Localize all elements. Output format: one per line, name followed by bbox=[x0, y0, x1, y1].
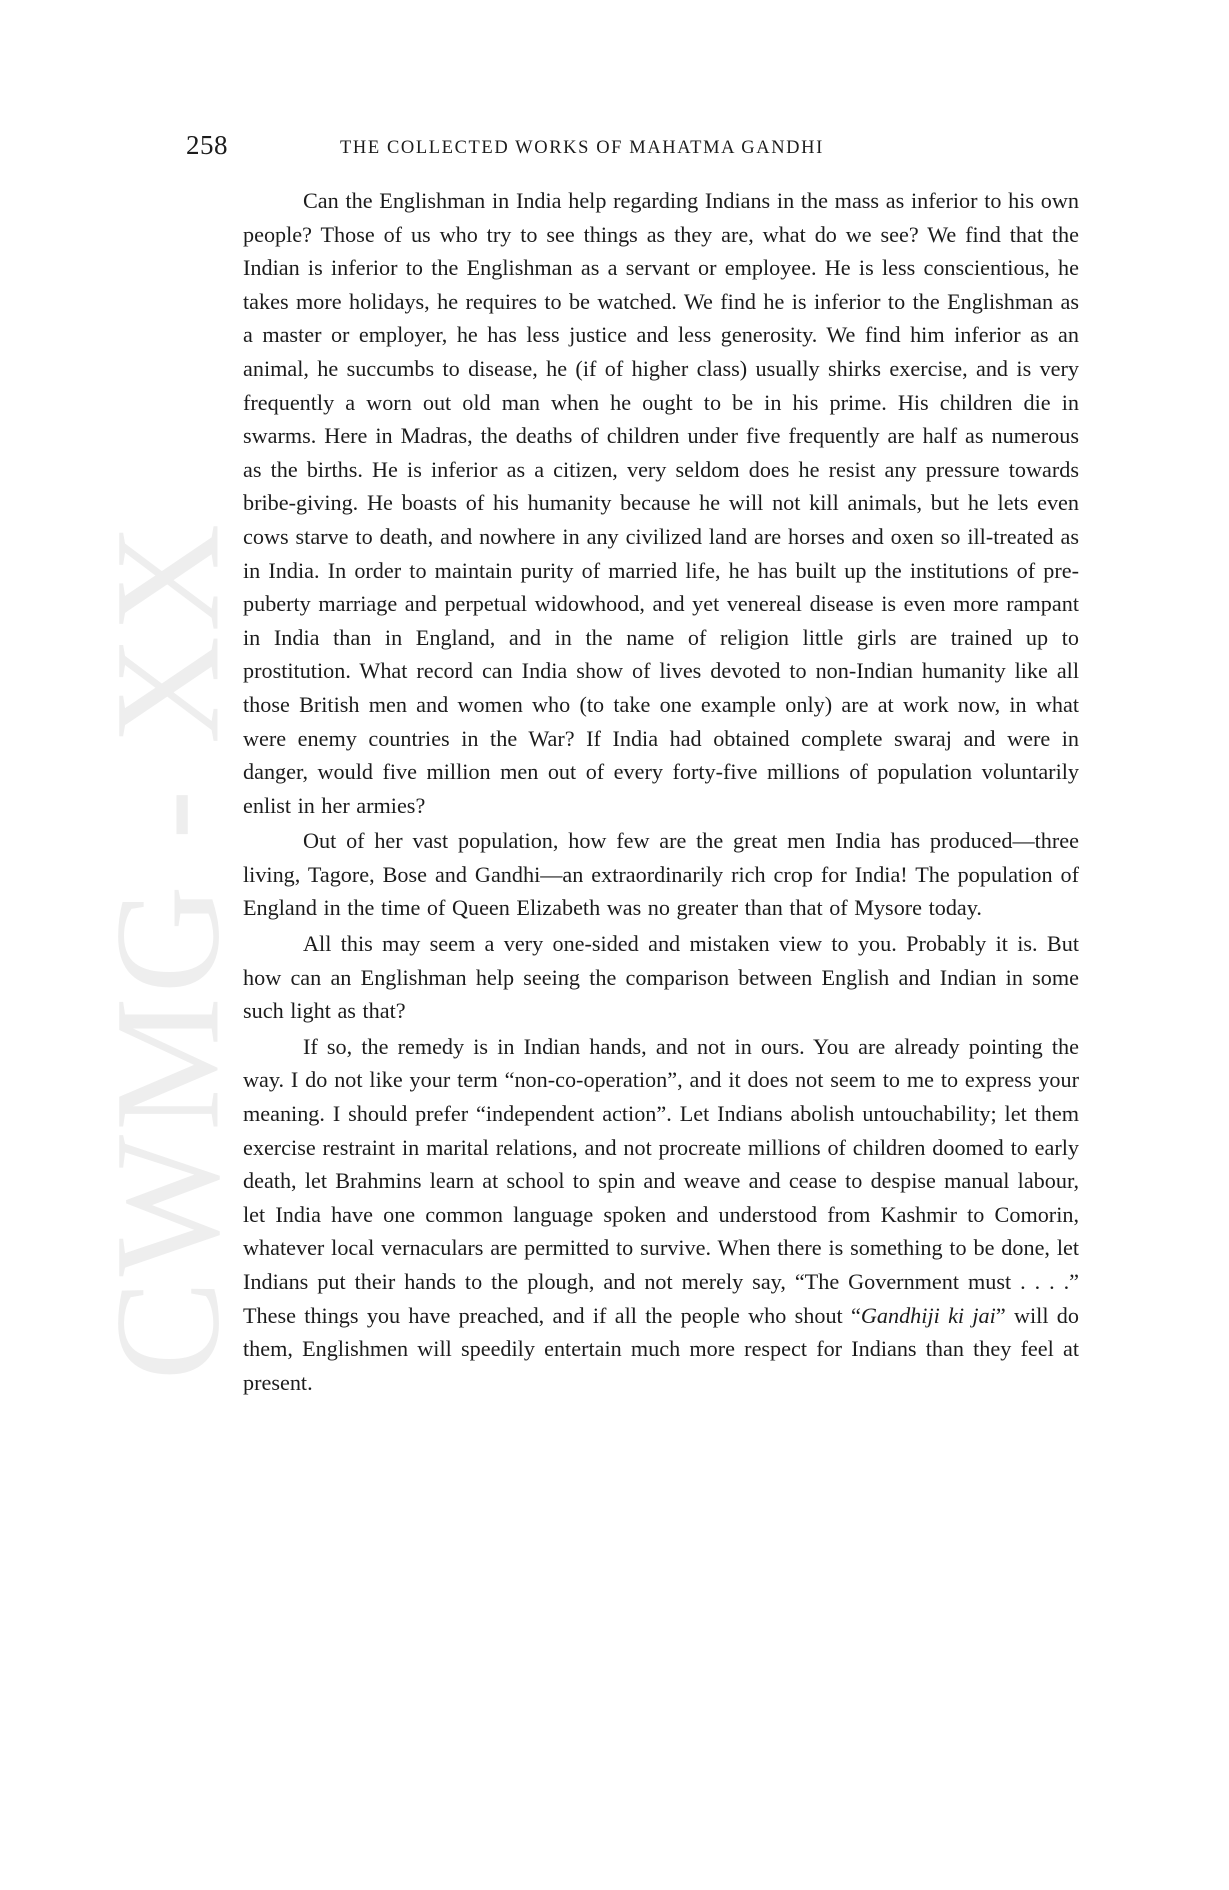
cwmg-watermark bbox=[84, 519, 250, 1381]
page-number: 258 bbox=[186, 130, 228, 160]
paragraph bbox=[243, 1030, 1079, 1400]
paragraph: Out of her vast population, how few are the great men India has produced—three living, Tagore, Bose and Gandhi—an extraordinarily rich crop for India! The population of England in the time of Queen Elizabeth was no greater than that of Mysore today. bbox=[243, 828, 1079, 921]
paragraph: All this may seem a very one-sided and mistaken view to you. Probably it is. But how can an Englishman help seeing the comparison between English and Indian in some such light as that? bbox=[243, 931, 1079, 1024]
paragraph: Can the Englishman in India help regarding Indians in the mass as inferior to his own people? Those of us who try to see things as they are, what do we see? We find that the Indian is inferior to the Englishman as a servant or employee. He is less conscientious, he takes more holidays, he requires to be watched. We find he is inferior to the Englishman as a master or employer, he has less justice and less generosity. We find him inferior as an animal, he succumbs to disease, he (if of higher class) usually shirks exercise, and is very frequently a worn out old man when he ought to be in his prime. His children die in swarms. Here in Madras, the deaths of children under five frequently are half as numerous as the births. He is inferior as a citizen, very seldom does he resist any pressure towards bribe-giving. He boasts of his humanity because he will not kill animals, but he lets even cows starve to death, and nowhere in any civilized land are horses and oxen so ill-treated as in India. In order to maintain purity of married life, he has built up the institutions of pre-puberty marriage and perpetual widowhood, and yet venereal disease is even more rampant in India than in England, and in the name of religion little girls are trained up to prostitution. What record can India show of lives devoted to non-Indian humanity like all those British men and women who (to take one example only) are at work now, in what were enemy countries in the War? If India had obtained complete swaraj and were in danger, would five million men out of every forty-five millions of population voluntarily enlist in her armies? bbox=[243, 188, 1079, 818]
paragraph-text: ” will do them, Englishmen will speedily entertain much more respect for Indians than they feel at present. bbox=[243, 1302, 1079, 1395]
paragraph-text: If so, the remedy is in Indian hands, and not in ours. You are already pointing the way. I do not like your term “non-co-operation”, and it does not seem to me to express your meaning. I should prefer “independent action”. Let Indians abolish untouchability; let them exercise restraint in marital relations, and not procreate millions of children doomed to early death, let Brahmins learn at school to spin and weave and cease to despise manual labour, let India have one common language spoken and understood from Kashmir to Comorin, whatever local vernaculars are permitted to survive. When there is something to be done, let Indians put their hands to the plough, and not merely say, “The Government must . . . .” These things you have preached, and if all the people who shout “ bbox=[243, 1033, 1079, 1328]
page-header bbox=[186, 130, 1079, 170]
watermark-text: CWMG - XX bbox=[84, 519, 250, 1381]
running-head: THE COLLECTED WORKS OF MAHATMA GANDHI bbox=[340, 138, 824, 158]
italic-slogan: Gandhiji ki jai bbox=[860, 1302, 996, 1328]
letter-body bbox=[243, 184, 1079, 1399]
